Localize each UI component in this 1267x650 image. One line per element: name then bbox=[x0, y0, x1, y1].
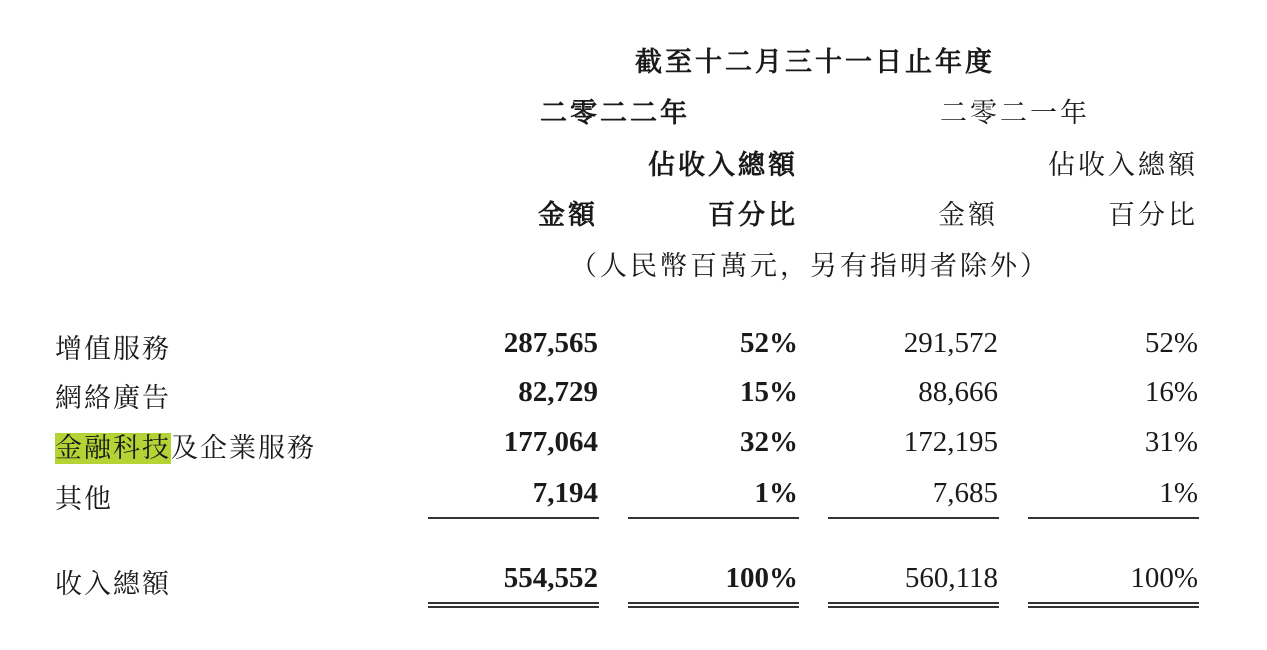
total-amount-2022: 554,552 bbox=[503, 562, 598, 594]
row-label-online-advertising: 網絡廣告 bbox=[55, 383, 171, 414]
cell-amount-2022: 7,194 bbox=[532, 477, 598, 509]
amount-2021-heading: 金額 bbox=[938, 200, 998, 231]
cell-percent-2021: 52% bbox=[1144, 327, 1198, 359]
cell-percent-2021: 16% bbox=[1144, 376, 1198, 408]
total-percent-2022: 100% bbox=[725, 562, 798, 594]
subtotal-rule bbox=[1028, 517, 1199, 519]
total-percent-2021: 100% bbox=[1130, 562, 1198, 594]
pct-total-2021-heading: 佔收入總額 bbox=[1048, 150, 1198, 181]
total-amount-2021: 560,118 bbox=[904, 562, 998, 594]
total-double-rule bbox=[428, 602, 599, 608]
year-2022-heading: 二零二二年 bbox=[540, 98, 690, 129]
subtotal-rule bbox=[828, 517, 999, 519]
cell-amount-2021: 7,685 bbox=[932, 477, 998, 509]
cell-amount-2021: 172,195 bbox=[903, 426, 998, 458]
cell-amount-2021: 291,572 bbox=[903, 327, 998, 359]
highlighted-text: 金融科技 bbox=[55, 433, 171, 464]
row-label-rest: 及企業服務 bbox=[171, 433, 316, 464]
row-label-fintech-business-services bbox=[55, 426, 316, 465]
total-double-rule bbox=[828, 602, 999, 608]
cell-percent-2022: 32% bbox=[740, 426, 798, 458]
percent-2021-heading: 百分比 bbox=[1108, 200, 1198, 231]
period-heading: 截至十二月三十一日止年度 bbox=[635, 47, 995, 78]
cell-amount-2022: 287,565 bbox=[503, 327, 598, 359]
cell-amount-2022: 82,729 bbox=[518, 376, 598, 408]
cell-amount-2021: 88,666 bbox=[918, 376, 998, 408]
row-label-total-revenues: 收入總額 bbox=[55, 569, 171, 600]
year-2021-heading: 二零二一年 bbox=[940, 98, 1090, 129]
total-double-rule bbox=[1028, 602, 1199, 608]
pct-total-2022-heading: 佔收入總額 bbox=[648, 150, 798, 181]
cell-amount-2022: 177,064 bbox=[503, 426, 598, 458]
cell-percent-2021: 31% bbox=[1144, 426, 1198, 458]
cell-percent-2022: 15% bbox=[740, 376, 798, 408]
unit-note: （人民幣百萬元，另有指明者除外） bbox=[570, 251, 1050, 282]
row-label-others: 其他 bbox=[55, 484, 113, 515]
row-label-value-added-services: 增值服務 bbox=[55, 334, 171, 365]
total-double-rule bbox=[628, 602, 799, 608]
cell-percent-2021: 1% bbox=[1159, 477, 1198, 509]
subtotal-rule bbox=[428, 517, 599, 519]
cell-percent-2022: 52% bbox=[740, 327, 798, 359]
cell-percent-2022: 1% bbox=[754, 477, 798, 509]
percent-2022-heading: 百分比 bbox=[708, 200, 798, 231]
amount-2022-heading: 金額 bbox=[538, 200, 598, 231]
subtotal-rule bbox=[628, 517, 799, 519]
